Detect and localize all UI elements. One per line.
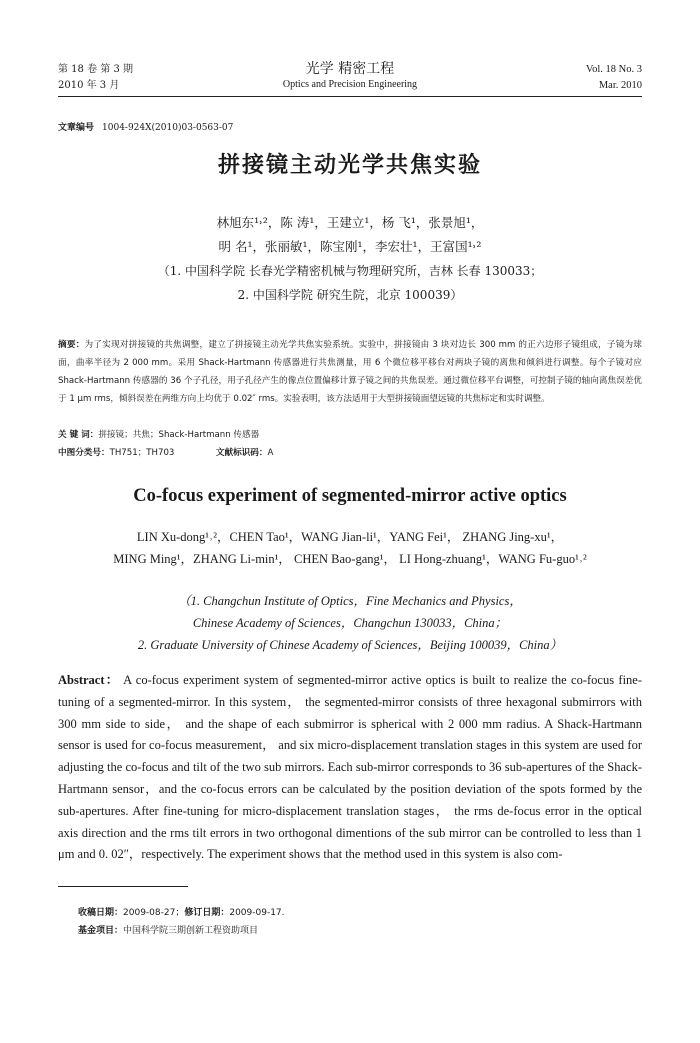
received-label: 收稿日期：: [78, 908, 124, 918]
revised-date: 2009-09-17.: [229, 908, 285, 918]
header-rule: [58, 96, 642, 97]
affiliation-en-line-2: Chinese Academy of Sciences，Changchun 130033，China；: [192, 616, 508, 630]
authors-en-line-1: LIN Xu-dong¹˒²，CHEN Tao¹，WANG Jian-li¹，YANG Fei¹， ZHANG Jing-xu¹，: [136, 530, 564, 544]
keywords-cn-label: 关 键 词：: [58, 430, 99, 440]
document-code-value: A: [267, 448, 274, 458]
fund-label: 基金项目：: [78, 926, 124, 936]
article-number-label: 文章编号: [58, 123, 95, 133]
abstract-cn-label: 摘要：: [58, 340, 85, 350]
article-number: [58, 120, 233, 133]
authors-cn-line-2: 明 名¹，张丽敏¹，陈宝刚¹，李宏壮¹，王富国¹˒²: [218, 239, 482, 254]
affiliation-cn-line-2: 2. 中国科学院 研究生院，北京 100039）: [237, 288, 463, 302]
keywords-cn: [58, 428, 259, 440]
abstract-en-label: Abstract：: [58, 673, 120, 687]
abstract-cn: [58, 336, 642, 408]
journal-name-en: Optics and Precision Engineering: [282, 79, 418, 90]
title-en: Co-focus experiment of segmented-mirror active optics: [133, 486, 567, 506]
classification-line: [58, 446, 273, 458]
affiliation-cn-line-1: （1. 中国科学院 长春光学精密机械与物理研究所，吉林 长春 130033；: [157, 264, 543, 278]
abstract-cn-text: 为了实现对拼接镜的共焦调整，建立了拼接镜主动光学共焦实验系统。实验中，拼接镜由 3 块对边长 300 mm 的正六边形子镜组成，子镜为球面，曲率半径为 2 000 mm。采用 Shack-Hartmann 传感器进行共焦测量，用 6 个微位移平移台对两块子镜的离焦和倾斜进行调整。每个子镜对应 Shack-Hartmann 传感器的 36 个子孔径，用子孔径产生的像点位置偏移计算子镜之间的共焦误差。通过微位移平台调整，可控制子镜的轴向离焦误差优于 1 μm rms，倾斜误差在两维方向上均优于 0.02″ rms。实验表明，该方法适用于大型拼接镜面望远镜的共焦标定和实时调整。: [58, 340, 642, 404]
header-date-en: Mar. 2010: [598, 80, 642, 91]
footnote-fund: [78, 922, 258, 940]
document-code-label: 文献标识码：: [215, 448, 268, 458]
classification-label: 中图分类号：: [58, 448, 110, 458]
fund-text: 中国科学院三期创新工程资助项目: [123, 926, 259, 936]
article-number-value: 1004-924X(2010)03-0563-07: [102, 123, 234, 133]
journal-name-cn: 光学 精密工程: [305, 61, 395, 77]
classification-value: TH751；TH703: [109, 448, 175, 458]
header-issue-block: [586, 62, 642, 94]
header-volume-cn: 第 18 卷 第 3 期: [58, 64, 133, 75]
revised-label: 修订日期：: [184, 908, 230, 918]
title-cn: 拼接镜主动光学共焦实验: [217, 153, 482, 178]
authors-cn-line-1: 林旭东¹˒²，陈 涛¹，王建立¹，杨 飞¹，张景旭¹，: [216, 215, 484, 230]
keywords-cn-text: 拼接镜；共焦；Shack-Hartmann 传感器: [98, 430, 260, 440]
abstract-en: [58, 670, 642, 866]
affiliation-en-line-1: （1. Changchun Institute of Optics，Fine Mechanics and Physics，: [178, 594, 522, 608]
header-date-cn: 2010 年 3 月: [58, 80, 120, 91]
header-volume-en: Vol. 18 No. 3: [585, 64, 642, 75]
abstract-en-text: A co-focus experiment system of segmented-mirror active optics is built to realize the co-focus fine-tuning of a segmented-mirror. In this system， the segmented-mirror consists of three hexagonal submirrors with 300 mm side to side， and the shape of each submirror is spherical with 2 000 mm radius. A Shack-Hartmann sensor is used for co-focus measurement， and six micro-displacement translation stages in this system are used for adjusting the co-focus and tilt of the two sub mirrors. Each sub-mirror corresponds to 36 sub-apertures of the Shack-Hartmann sensor，and the co-focus errors can be calculated by the position deviation of the spots formed by the sub-apertures. After fine-tuning for micro-displacement translation stages， the rms de-focus error in the optical axis direction and the rms tilt errors in two orthogonal dimentions of the sub mirror can be controlled to less than 1 μm and 0. 02″，respectively. The experiment shows that the method used in this system is also com-: [58, 673, 643, 862]
authors-en-line-2: MING Ming¹，ZHANG Li-min¹， CHEN Bao-gang¹， LI Hong-zhuang¹，WANG Fu-guo¹˒²: [113, 552, 587, 566]
received-date: 2009-08-27；: [123, 908, 185, 918]
affiliation-en-line-3: 2. Graduate University of Chinese Academy of Sciences，Beijing 100039，China）: [137, 638, 563, 652]
footnote-dates: [78, 904, 285, 922]
footnote-rule: [58, 886, 188, 887]
